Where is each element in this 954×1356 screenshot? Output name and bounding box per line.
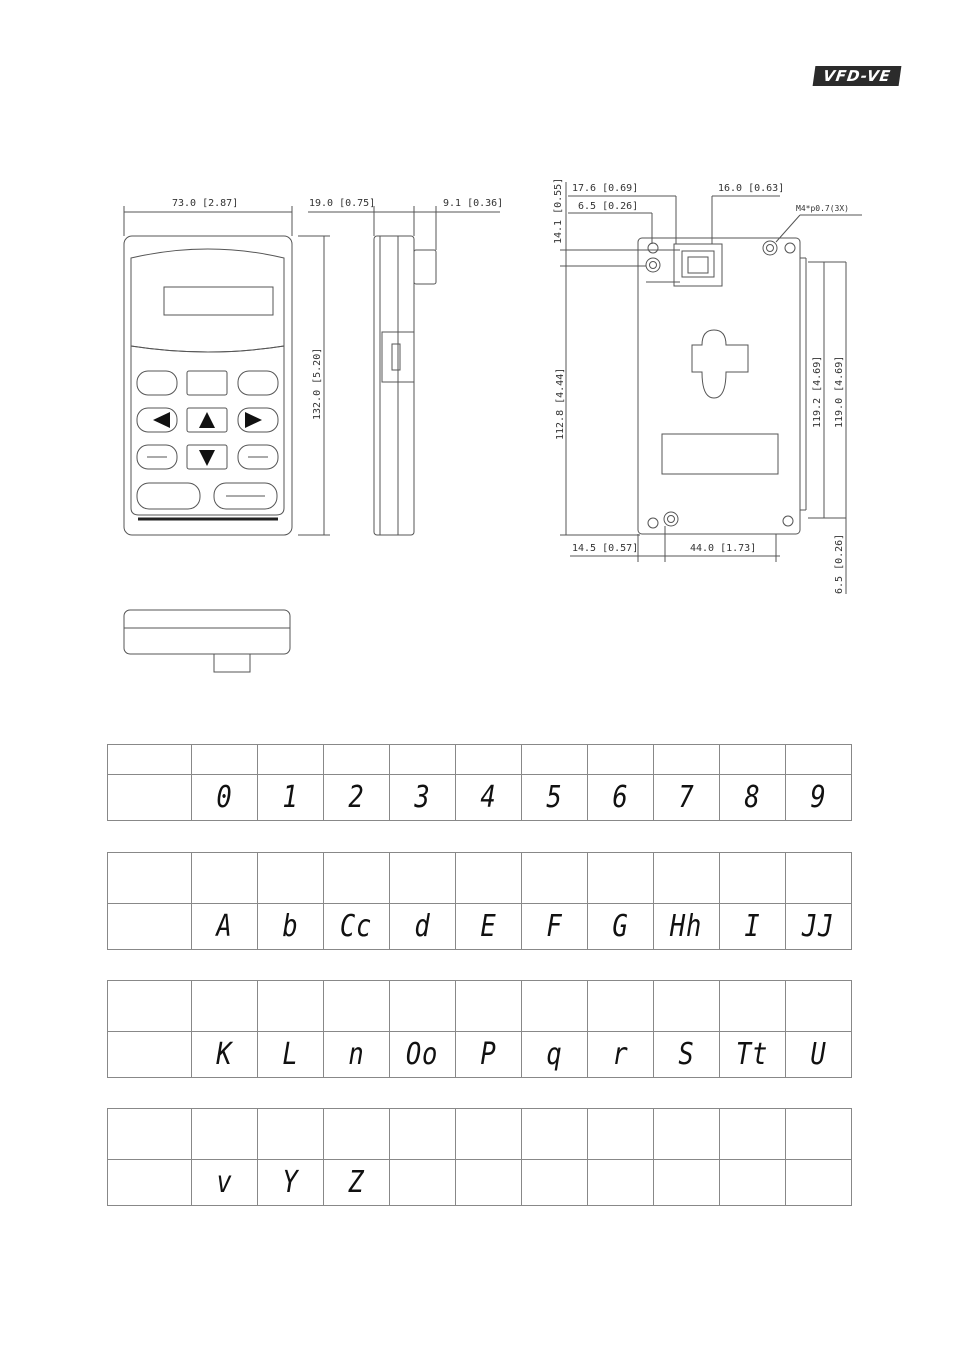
segment-glyph: b bbox=[282, 909, 299, 944]
up-arrow-icon bbox=[199, 412, 215, 428]
segment-glyph: 0 bbox=[216, 780, 233, 815]
vfd-ve-logo: VFD-VE bbox=[813, 66, 902, 86]
side-connector-label: 9.1 [0.36] bbox=[443, 198, 504, 209]
segment-glyph: q bbox=[546, 1037, 563, 1072]
rear-top-offset-a: 17.6 [0.69] bbox=[572, 183, 639, 194]
segment-glyph: JJ bbox=[802, 909, 835, 944]
keypad-front-view bbox=[124, 206, 330, 535]
segment-glyph: n bbox=[348, 1037, 365, 1072]
seven-segment-table-letters-1 bbox=[107, 852, 852, 950]
rear-bottom-right: 6.5 [0.26] bbox=[834, 533, 845, 594]
segment-glyph: 1 bbox=[282, 780, 299, 815]
segment-glyph: G bbox=[612, 909, 629, 944]
keypad-bottom-view bbox=[124, 610, 290, 672]
segment-glyph: Tt bbox=[736, 1037, 769, 1072]
segment-glyph: 3 bbox=[414, 780, 431, 815]
side-depth-label: 19.0 [0.75] bbox=[309, 198, 376, 209]
segment-glyph: 5 bbox=[546, 780, 563, 815]
segment-glyph: Z bbox=[348, 1165, 365, 1200]
rear-top-width: 16.0 [0.63] bbox=[718, 183, 785, 194]
segment-glyph: 7 bbox=[678, 780, 695, 815]
rear-bottom-left: 14.5 [0.57] bbox=[572, 543, 639, 554]
seven-segment-table-digits bbox=[107, 744, 852, 821]
segment-glyph: 6 bbox=[612, 780, 629, 815]
segment-glyph: P bbox=[480, 1037, 497, 1072]
segment-glyph: 8 bbox=[744, 780, 761, 815]
right-arrow-icon bbox=[245, 412, 262, 428]
rear-left-height: 112.8 [4.44] bbox=[555, 367, 566, 440]
rear-screw-label: M4*p0.7(3X) bbox=[796, 204, 849, 213]
rear-right-outer: 119.0 [4.69] bbox=[834, 355, 845, 428]
segment-glyph: S bbox=[678, 1037, 695, 1072]
segment-glyph: F bbox=[546, 909, 563, 944]
rear-right-inner: 119.2 [4.69] bbox=[812, 355, 823, 428]
front-width-label: 73.0 [2.87] bbox=[172, 198, 239, 209]
segment-glyph: L bbox=[282, 1037, 299, 1072]
front-height-label: 132.0 [5.20] bbox=[312, 347, 323, 420]
rear-bottom-span: 44.0 [1.73] bbox=[690, 543, 757, 554]
segment-glyph: r bbox=[612, 1037, 629, 1072]
rear-top-offset-b: 6.5 [0.26] bbox=[578, 201, 639, 212]
segment-glyph: Hh bbox=[670, 909, 703, 944]
segment-glyph: Cc bbox=[340, 909, 373, 944]
segment-glyph: d bbox=[414, 909, 431, 944]
keypad-button bbox=[238, 371, 278, 395]
segment-glyph: E bbox=[480, 909, 497, 944]
segment-glyph: 9 bbox=[810, 780, 827, 815]
left-arrow-icon bbox=[153, 412, 170, 428]
seven-segment-table-letters-2 bbox=[107, 980, 852, 1078]
segment-glyph: K bbox=[216, 1037, 233, 1072]
seven-segment-table-letters-3 bbox=[107, 1108, 852, 1206]
down-arrow-icon bbox=[199, 450, 215, 466]
keypad-button bbox=[137, 371, 177, 395]
keypad-button bbox=[187, 371, 227, 395]
keypad-side-view bbox=[308, 206, 500, 535]
segment-glyph: 4 bbox=[480, 780, 497, 815]
segment-glyph: 2 bbox=[348, 780, 365, 815]
segment-glyph: A bbox=[216, 909, 233, 944]
keypad-button bbox=[137, 483, 200, 509]
segment-glyph: Oo bbox=[406, 1037, 439, 1072]
segment-glyph: v bbox=[216, 1165, 233, 1200]
segment-glyph: U bbox=[810, 1037, 827, 1072]
rear-left-top: 14.1 [0.55] bbox=[553, 177, 564, 244]
segment-glyph: I bbox=[744, 909, 761, 944]
segment-glyph: Y bbox=[282, 1165, 299, 1200]
